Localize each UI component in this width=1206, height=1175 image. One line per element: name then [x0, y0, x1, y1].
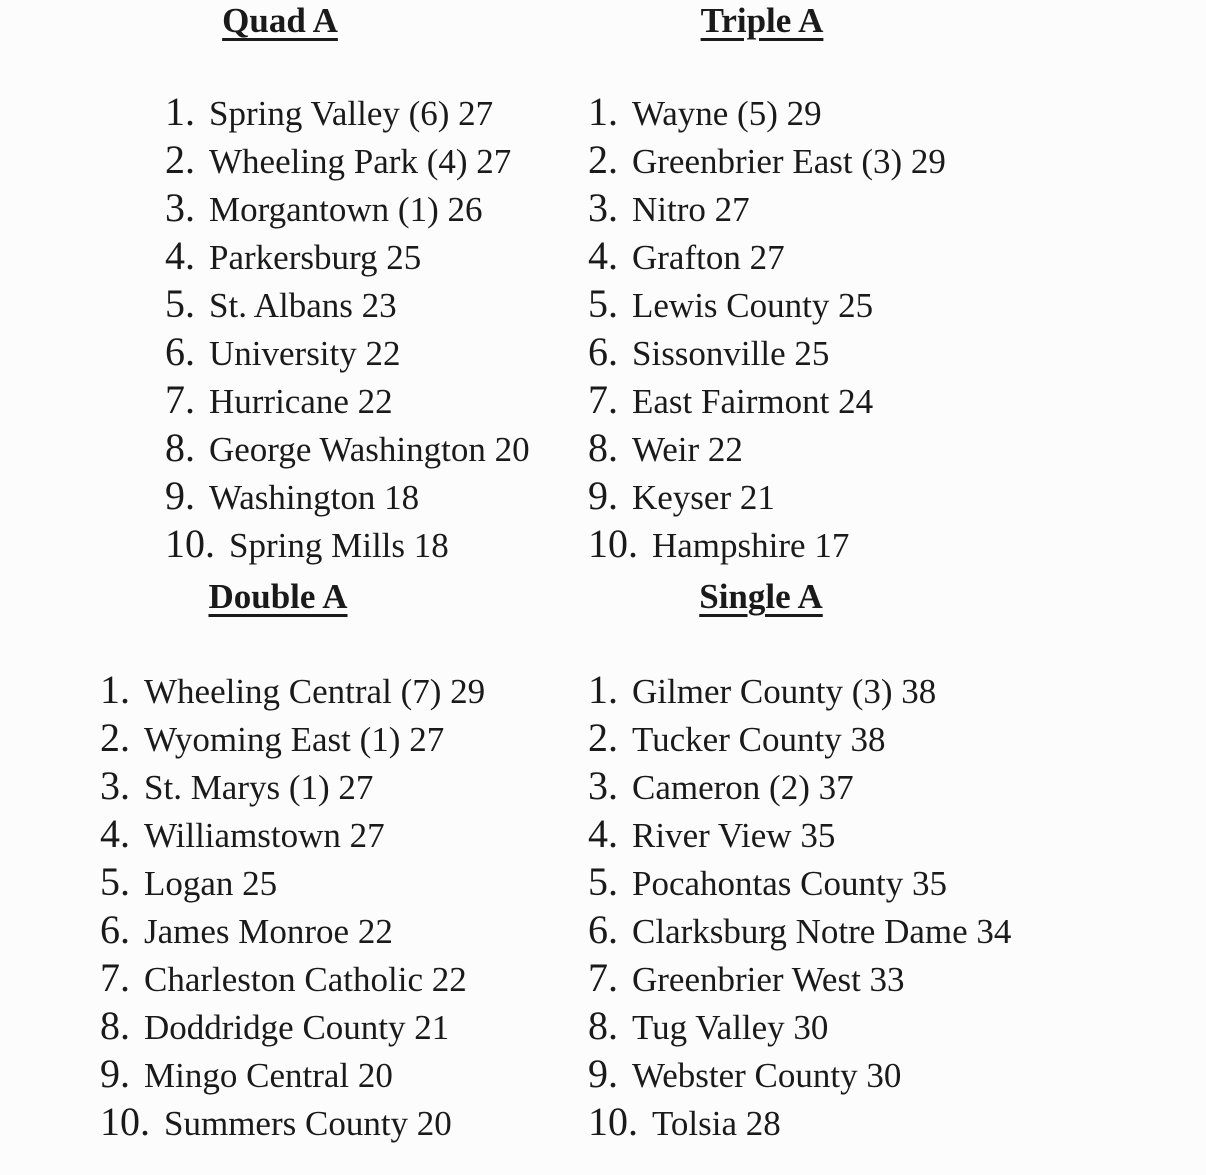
ranking-item	[588, 1050, 1011, 1098]
rank-number: 1.	[588, 89, 618, 134]
team-label: Grafton 27	[632, 238, 785, 277]
rank-number: 3.	[588, 185, 618, 230]
ranking-item	[588, 858, 1011, 906]
ranking-item	[100, 810, 485, 858]
ranking-item	[165, 376, 530, 424]
team-label: Cameron (2) 37	[632, 768, 854, 807]
team-label: Summers County 20	[164, 1104, 452, 1143]
ranking-item	[100, 1098, 485, 1146]
rank-number: 7.	[100, 955, 130, 1000]
section-heading-double-a	[18, 576, 538, 618]
ranking-item	[588, 762, 1011, 810]
ranking-item	[588, 1002, 1011, 1050]
rank-number: 4.	[165, 233, 195, 278]
section-title: Double A	[208, 577, 348, 616]
rank-number: 1.	[100, 667, 130, 712]
ranking-item	[588, 232, 946, 280]
rank-number: 7.	[588, 955, 618, 1000]
rank-number: 6.	[100, 907, 130, 952]
section-heading-quad-a	[20, 0, 540, 42]
ranking-item	[588, 424, 946, 472]
ranking-item	[588, 810, 1011, 858]
ranking-item	[588, 88, 946, 136]
rank-number: 9.	[588, 473, 618, 518]
rank-number: 7.	[165, 377, 195, 422]
team-label: Nitro 27	[632, 190, 750, 229]
team-label: Greenbrier West 33	[632, 960, 905, 999]
team-label: Tucker County 38	[632, 720, 886, 759]
rank-number: 5.	[165, 281, 195, 326]
section-title: Triple A	[700, 1, 824, 40]
rank-number: 5.	[100, 859, 130, 904]
ranking-item	[100, 954, 485, 1002]
team-label: Gilmer County (3) 38	[632, 672, 937, 711]
rank-number: 8.	[100, 1003, 130, 1048]
ranking-item	[588, 136, 946, 184]
team-label: Clarksburg Notre Dame 34	[632, 912, 1012, 951]
ranking-item	[588, 666, 1011, 714]
team-label: Tug Valley 30	[632, 1008, 829, 1047]
rank-number: 4.	[100, 811, 130, 856]
team-label: East Fairmont 24	[632, 382, 874, 421]
ranking-item	[100, 858, 485, 906]
ranking-item	[588, 328, 946, 376]
team-label: Williamstown 27	[144, 816, 385, 855]
rank-number: 9.	[100, 1051, 130, 1096]
team-label: Keyser 21	[632, 478, 775, 517]
ranking-item	[588, 184, 946, 232]
rank-number: 10.	[588, 521, 638, 566]
ranking-item	[588, 1098, 1011, 1146]
rank-number: 3.	[100, 763, 130, 808]
rank-number: 10.	[100, 1099, 150, 1144]
rank-number: 2.	[100, 715, 130, 760]
team-label: Mingo Central 20	[144, 1056, 393, 1095]
ranking-item	[165, 328, 530, 376]
team-label: Charleston Catholic 22	[144, 960, 467, 999]
rank-number: 2.	[588, 137, 618, 182]
rank-number: 1.	[588, 667, 618, 712]
ranking-item	[100, 666, 485, 714]
ranking-item	[588, 954, 1011, 1002]
section-heading-triple-a	[502, 0, 1022, 42]
rank-number: 10.	[165, 521, 215, 566]
ranking-item	[100, 1002, 485, 1050]
ranking-item	[588, 280, 946, 328]
ranking-list-single-a	[588, 666, 1011, 1146]
team-label: Webster County 30	[632, 1056, 902, 1095]
team-label: Parkersburg 25	[209, 238, 422, 277]
rank-number: 9.	[588, 1051, 618, 1096]
rank-number: 2.	[165, 137, 195, 182]
team-label: Lewis County 25	[632, 286, 874, 325]
team-label: Wheeling Central (7) 29	[144, 672, 486, 711]
ranking-item	[165, 472, 530, 520]
team-label: Wayne (5) 29	[632, 94, 822, 133]
ranking-item	[165, 232, 530, 280]
team-label: Sissonville 25	[632, 334, 830, 373]
rank-number: 7.	[588, 377, 618, 422]
ranking-item	[100, 906, 485, 954]
rank-number: 6.	[588, 907, 618, 952]
ranking-item	[588, 376, 946, 424]
ranking-item	[588, 472, 946, 520]
rank-number: 6.	[588, 329, 618, 374]
ranking-item	[588, 520, 946, 568]
team-label: St. Marys (1) 27	[144, 768, 374, 807]
team-label: Wheeling Park (4) 27	[209, 142, 512, 181]
ranking-item	[588, 906, 1011, 954]
team-label: Morgantown (1) 26	[209, 190, 483, 229]
rank-number: 4.	[588, 233, 618, 278]
team-label: Spring Mills 18	[229, 526, 449, 565]
rank-number: 5.	[588, 281, 618, 326]
ranking-list-triple-a	[588, 88, 946, 568]
team-label: River View 35	[632, 816, 836, 855]
ranking-item	[165, 424, 530, 472]
section-heading-single-a	[501, 576, 1021, 618]
rank-number: 4.	[588, 811, 618, 856]
ranking-item	[165, 88, 530, 136]
rank-number: 8.	[588, 1003, 618, 1048]
team-label: University 22	[209, 334, 401, 373]
section-title: Quad A	[222, 1, 338, 40]
ranking-item	[588, 714, 1011, 762]
team-label: Spring Valley (6) 27	[209, 94, 494, 133]
team-label: Pocahontas County 35	[632, 864, 947, 903]
team-label: Doddridge County 21	[144, 1008, 450, 1047]
ranking-item	[100, 714, 485, 762]
rank-number: 8.	[165, 425, 195, 470]
ranking-list-double-a	[100, 666, 485, 1146]
ranking-item	[100, 1050, 485, 1098]
team-label: Wyoming East (1) 27	[144, 720, 445, 759]
team-label: James Monroe 22	[144, 912, 393, 951]
team-label: Greenbrier East (3) 29	[632, 142, 946, 181]
team-label: George Washington 20	[209, 430, 530, 469]
rank-number: 8.	[588, 425, 618, 470]
ranking-item	[100, 762, 485, 810]
ranking-item	[165, 184, 530, 232]
team-label: Weir 22	[632, 430, 743, 469]
team-label: Logan 25	[144, 864, 278, 903]
team-label: Hampshire 17	[652, 526, 850, 565]
rank-number: 3.	[588, 763, 618, 808]
team-label: Washington 18	[209, 478, 420, 517]
ranking-item	[165, 520, 530, 568]
section-title: Single A	[699, 577, 823, 616]
rank-number: 2.	[588, 715, 618, 760]
rank-number: 5.	[588, 859, 618, 904]
team-label: St. Albans 23	[209, 286, 397, 325]
ranking-item	[165, 280, 530, 328]
rank-number: 6.	[165, 329, 195, 374]
rank-number: 1.	[165, 89, 195, 134]
ranking-item	[165, 136, 530, 184]
team-label: Hurricane 22	[209, 382, 393, 421]
team-label: Tolsia 28	[652, 1104, 781, 1143]
rank-number: 9.	[165, 473, 195, 518]
rank-number: 10.	[588, 1099, 638, 1144]
ranking-list-quad-a	[165, 88, 530, 568]
rank-number: 3.	[165, 185, 195, 230]
